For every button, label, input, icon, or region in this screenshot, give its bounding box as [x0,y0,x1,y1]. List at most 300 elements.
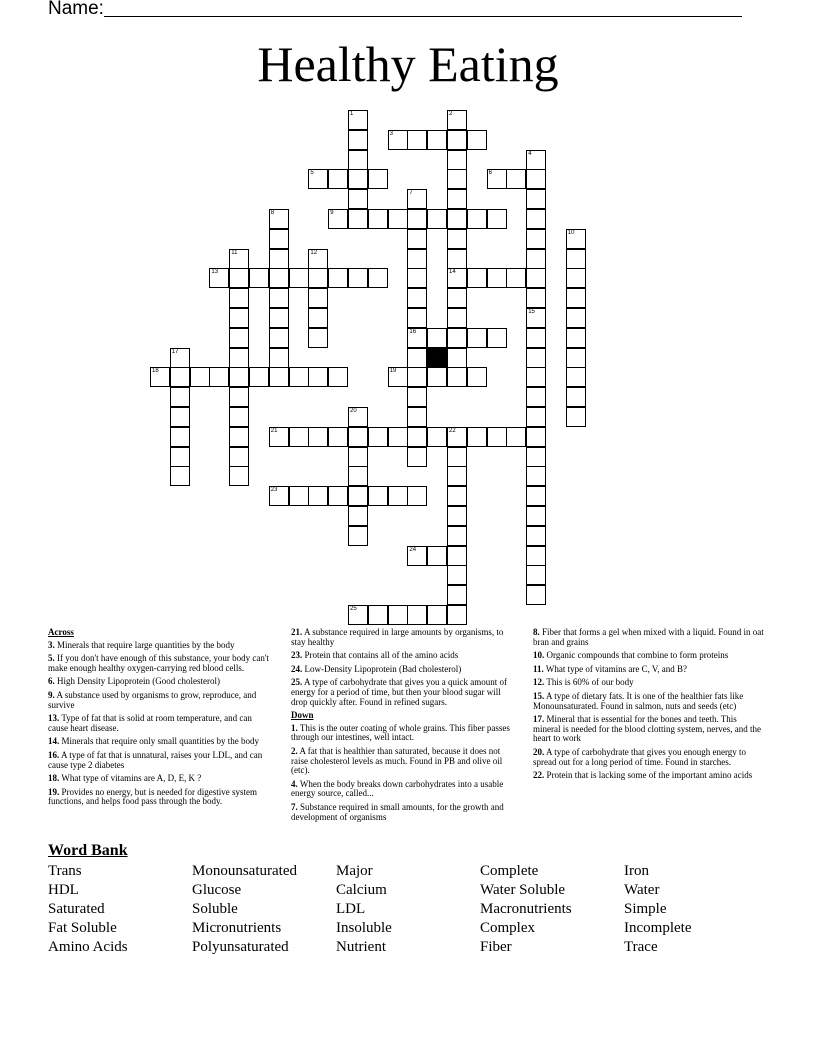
crossword-cell[interactable] [308,486,328,506]
crossword-cell[interactable] [229,387,249,407]
clue-number: 20. [533,746,545,757]
crossword-cell[interactable] [447,268,467,288]
crossword-cell[interactable] [506,268,526,288]
crossword-cell[interactable] [447,506,467,526]
clue-text: A type of fat that is unnatural, raises your LDL, and can cause type 2 diabetes [48,749,263,770]
crossword-cell[interactable] [427,427,447,447]
crossword-cell[interactable] [269,268,289,288]
clue-text: A type of dietary fats. It is one of the healthier fats like Monounsaturated. Found in salmon, nuts and seeds (etc) [533,690,744,711]
crossword-cell[interactable] [368,486,388,506]
crossword-cell[interactable] [289,486,309,506]
word-bank-item: Glucose [192,882,242,898]
clue-text: When the body breaks down carbohydrates into a usable energy source, called... [291,778,504,799]
clue-number: 6. [48,676,55,687]
clue-number: 14 [449,269,456,276]
crossword-cell[interactable] [348,605,368,625]
crossword-cell[interactable] [348,526,368,546]
crossword-cell[interactable] [526,466,546,486]
crossword-cell[interactable] [447,130,467,150]
clue-text: What type of vitamins are A, D, E, K ? [61,773,202,784]
crossword-cell[interactable] [526,328,546,348]
crossword-cell[interactable] [566,328,586,348]
clue [291,628,515,647]
clue-number: 13 [211,269,219,276]
crossword-cell[interactable] [269,328,289,348]
crossword-cell[interactable] [328,169,348,189]
crossword-cell[interactable] [249,367,269,387]
crossword-cell[interactable] [526,288,546,308]
clue-text: Protein that is lacking some of the important amino acids [546,770,753,781]
clue-text: This is the outer coating of whole grains. This fiber passes through our intestines, well intact. [291,722,510,743]
crossword-cell[interactable] [407,249,427,269]
crossword-cell[interactable] [269,348,289,368]
crossword-cell[interactable] [447,288,467,308]
clue-number: 24 [409,546,417,553]
clue-text: A type of carbohydrate that gives you a quick amount of energy for a period of time, but then your blood sugar will drop quickly after. Found in refined sugars. [291,677,507,707]
word-bank-item: Micronutrients [192,920,282,936]
crossword-cell[interactable] [407,130,427,150]
clue [291,780,515,799]
clue-text: A substance used by organisms to grow, reproduce, and survive [48,689,257,710]
crossword-cell[interactable] [467,427,487,447]
clue-number: 12. [533,677,545,688]
crossword-cell[interactable] [526,546,546,566]
crossword-cell[interactable] [487,209,507,229]
clue-text: Substance required in small amounts, for the growth and development of organisms [291,801,504,822]
crossword-cell[interactable] [229,466,249,486]
crossword-cell[interactable] [229,288,249,308]
clue-number: 9 [330,210,334,216]
crossword-cell[interactable] [348,466,368,486]
crossword-cell[interactable] [447,585,467,605]
crossword-cell[interactable] [269,209,289,229]
crossword-cell[interactable] [308,367,328,387]
clue-text: Organic compounds that combine to form proteins [546,650,729,661]
crossword-cell[interactable] [526,447,546,467]
clue [291,747,515,776]
crossword-cell[interactable] [566,407,586,427]
crossword-cell[interactable] [388,209,408,229]
crossword-cell[interactable] [407,387,427,407]
clue-number: 22 [449,427,456,434]
clue [533,771,765,781]
crossword-cell[interactable] [487,268,507,288]
clue-number: 5 [310,170,314,177]
clue-number: 21 [270,427,278,434]
crossword-cell[interactable] [447,605,467,625]
crossword-cell[interactable] [506,169,526,189]
crossword-cell[interactable] [348,506,368,526]
page-title: Healthy Eating [257,36,559,92]
clue-text: Fiber that forms a gel when mixed with a liquid. Found in oat bran and grains [533,627,764,647]
crossword-cell[interactable] [427,209,447,229]
crossword-cell[interactable] [348,407,368,427]
crossword-cell[interactable] [308,268,328,288]
clue-text: If you don't have enough of this substance, your body can't make enough healthy oxygen-carrying red blood cells. [48,653,269,673]
crossword-cell[interactable] [526,526,546,546]
word-bank-item: Fiber [480,939,512,955]
crossword-cell[interactable] [407,328,427,348]
clue-number: 4 [528,150,532,157]
crossword-cell[interactable] [269,427,289,447]
crossword-cell[interactable] [447,150,467,170]
name-label: Name: [48,0,104,19]
clue-text: A substance required in large amounts by organisms, to stay healthy [291,627,504,647]
crossword-cell[interactable] [407,407,427,427]
crossword-cell[interactable] [348,189,368,209]
crossword-cell[interactable] [229,348,249,368]
clue-number: 19. [48,786,60,797]
crossword-cell[interactable] [526,209,546,229]
word-bank-item: Complete [480,863,539,879]
clue-number: 13. [48,713,60,724]
crossword-cell[interactable] [229,367,249,387]
crossword-cell[interactable] [467,367,487,387]
crossword-cell[interactable] [407,605,427,625]
crossword-cell[interactable] [407,268,427,288]
clue-number: 4. [291,778,298,789]
clue-number: 21. [291,627,303,637]
clue [48,641,272,651]
crossword-cell[interactable] [447,189,467,209]
crossword-cell[interactable] [348,427,368,447]
crossword-cell[interactable] [269,288,289,308]
crossword-cell[interactable] [526,189,546,209]
crossword-cell[interactable] [407,288,427,308]
clue [48,751,272,770]
crossword-cell[interactable] [308,427,328,447]
crossword-cell[interactable] [170,427,190,447]
clue-number: 25. [291,677,303,688]
word-bank-item: Fat Soluble [48,920,117,936]
across-header: Across [48,627,74,637]
crossword-cell[interactable] [328,367,348,387]
down-header: Down [291,710,314,721]
crossword-cell[interactable] [526,506,546,526]
clue-number: 15 [528,309,535,315]
clue [291,678,515,707]
crossword-cell[interactable] [427,130,447,150]
crossword-cell[interactable] [388,486,408,506]
across-clue-list [48,641,272,807]
crossword-cell[interactable] [170,447,190,467]
clue-text: What type of vitamins are C, V, and B? [545,663,687,674]
crossword-cell[interactable] [526,229,546,249]
across-clue-list-continued [291,628,515,707]
crossword-cell[interactable] [407,546,427,566]
clues-column-3 [533,628,765,785]
clue-number: 12 [310,249,318,256]
word-bank-item: Saturated [48,901,105,917]
crossword-cell[interactable] [229,427,249,447]
crossword-cell[interactable] [447,367,467,387]
clue-number: 14. [48,736,60,747]
crossword-cell[interactable] [348,486,368,506]
crossword-cell[interactable] [328,209,348,229]
crossword-cell[interactable] [487,169,507,189]
crossword-cell[interactable] [447,466,467,486]
crossword-cell[interactable] [407,209,427,229]
crossword-cell[interactable] [368,427,388,447]
clue-text: Minerals that require only small quantities by the body [61,736,259,747]
word-bank [48,862,768,957]
clue-number: 8 [270,210,275,216]
clue-number: 19 [389,368,397,375]
crossword-cell[interactable] [170,407,190,427]
crossword-cell[interactable] [526,169,546,189]
clue [48,774,272,784]
crossword-cell[interactable] [566,348,586,368]
crossword-cell[interactable] [269,486,289,506]
crossword-cell[interactable] [427,605,447,625]
crossword-cell[interactable] [348,130,368,150]
crossword-cell[interactable] [368,268,388,288]
clue-number: 25 [350,606,357,612]
name-input-line[interactable] [104,16,742,17]
crossword-cell[interactable] [487,427,507,447]
crossword-cell[interactable] [566,249,586,269]
crossword-black-cell [427,348,447,368]
crossword-cell[interactable] [348,268,368,288]
clue-number: 1. [291,722,298,733]
crossword-cell[interactable] [526,367,546,387]
crossword-cell[interactable] [566,229,586,249]
crossword-cell[interactable] [467,209,487,229]
crossword-cell[interactable] [407,308,427,328]
crossword-cell[interactable] [229,407,249,427]
crossword-cell[interactable] [427,328,447,348]
down-clue-list [291,724,515,822]
crossword-cell[interactable] [348,209,368,229]
crossword-cell[interactable] [447,486,467,506]
crossword-cell[interactable] [566,308,586,328]
clue [48,654,272,673]
crossword-cell[interactable] [447,526,467,546]
crossword-cell[interactable] [289,367,309,387]
clue [533,692,765,711]
clue [48,691,272,710]
crossword-cell[interactable] [229,308,249,328]
crossword-cell[interactable] [447,229,467,249]
clue-number: 6 [488,170,492,177]
crossword-cell[interactable] [190,367,210,387]
crossword-cell[interactable] [526,348,546,368]
crossword-cell[interactable] [170,466,190,486]
crossword-cell[interactable] [209,367,229,387]
crossword-cell[interactable] [407,427,427,447]
crossword-cell[interactable] [447,348,467,368]
crossword-cell[interactable] [506,427,526,447]
crossword-cell[interactable] [170,348,190,368]
crossword-cell[interactable] [526,268,546,288]
crossword-cell[interactable] [407,486,427,506]
crossword-cell[interactable] [348,150,368,170]
clue-number: 20 [350,408,357,414]
crossword-cell[interactable] [526,427,546,447]
crossword-cell[interactable] [566,387,586,407]
crossword-cell[interactable] [526,585,546,605]
clue [291,651,515,661]
crossword-cell[interactable] [348,447,368,467]
word-bank-item: Simple [624,901,667,917]
crossword-cell[interactable] [447,565,467,585]
word-bank-item: Major [336,863,373,879]
crossword-cell[interactable] [308,169,328,189]
clue-text: This is 60% of our body [546,677,634,688]
clue-text: High Density Lipoprotein (Good cholesterol) [57,676,220,687]
clue-text: Minerals that require large quantities by the body [57,639,235,650]
crossword-cell[interactable] [328,427,348,447]
crossword-cell[interactable] [447,328,467,348]
clue-number: 15. [533,690,545,701]
crossword-cell[interactable] [170,387,190,407]
crossword-cell[interactable] [170,367,190,387]
clue [291,665,515,675]
clue [291,724,515,743]
crossword-cell[interactable] [526,565,546,585]
clue-text: A fat that is healthier than saturated, because it does not raise cholesterol levels as much. Found in PB and olive oil (etc). [291,745,503,776]
clue-number: 22. [533,770,545,781]
crossword-cell[interactable] [447,249,467,269]
crossword-cell[interactable] [368,605,388,625]
crossword-cell[interactable] [447,209,467,229]
crossword-cell[interactable] [229,447,249,467]
crossword-cell[interactable] [526,150,546,170]
word-bank-item: Water [624,882,660,898]
crossword-cell[interactable] [526,308,546,328]
crossword-cell[interactable] [269,367,289,387]
clue [291,803,515,822]
crossword-cell[interactable] [526,407,546,427]
crossword-cell[interactable] [487,328,507,348]
crossword-cell[interactable] [229,328,249,348]
clue-number: 2 [449,111,453,117]
crossword-cell[interactable] [447,110,467,130]
crossword-cell[interactable] [308,288,328,308]
clue-number: 11 [231,249,238,256]
word-bank-item: Calcium [336,882,387,898]
crossword-cell[interactable] [447,308,467,328]
crossword-cell[interactable] [150,367,170,387]
crossword-cell[interactable] [328,268,348,288]
clue-number: 17. [533,714,545,725]
clue-number: 17 [171,348,179,355]
crossword-cell[interactable] [566,268,586,288]
crossword-cell[interactable] [447,169,467,189]
crossword-cell[interactable] [348,110,368,130]
crossword-cell[interactable] [368,169,388,189]
crossword-cell[interactable] [328,486,348,506]
clue-text: Type of fat that is solid at room temperature, and can cause heart disease. [48,713,252,733]
crossword-cell[interactable] [289,268,309,288]
crossword-cell[interactable] [526,387,546,407]
word-bank-item: Monounsaturated [192,863,297,879]
crossword-cell[interactable] [407,189,427,209]
crossword-cell[interactable] [447,427,467,447]
crossword-cell[interactable] [407,447,427,467]
word-bank-item: Nutrient [336,939,386,955]
crossword-cell[interactable] [308,249,328,269]
clue [533,651,765,661]
clue-number: 11. [533,663,544,674]
crossword-cell[interactable] [467,130,487,150]
clue-number: 23 [270,487,278,494]
word-bank-item: Insoluble [336,920,392,936]
crossword-cell[interactable] [269,229,289,249]
crossword-cell[interactable] [447,546,467,566]
crossword-cell[interactable] [407,348,427,368]
crossword-cell[interactable] [467,268,487,288]
word-bank-item: Complex [480,920,535,936]
clue-number: 7. [291,801,298,812]
clue [48,788,272,807]
clue [48,714,272,733]
clue-number: 3 [389,130,393,137]
crossword-cell[interactable] [289,427,309,447]
word-bank-item: Macronutrients [480,901,572,917]
clue [533,678,765,688]
crossword-cell[interactable] [388,130,408,150]
crossword-cell[interactable] [526,486,546,506]
clue-number: 2. [291,745,298,756]
crossword-cell[interactable] [348,169,368,189]
down-clue-list-continued [533,628,765,781]
word-bank-item: Water Soluble [480,882,566,898]
clues-column-2 [291,628,515,826]
crossword-cell[interactable] [368,209,388,229]
clue-number: 16. [48,749,60,760]
clue-number: 16 [409,328,417,335]
clue [48,677,272,687]
crossword-cell[interactable] [308,328,328,348]
clue-number: 5. [48,653,55,664]
clue-text: Mineral that is essential for the bones and teeth. This mineral is needed for the blood clotting system, nerves, and the heart to work [533,714,761,744]
crossword-cell[interactable] [407,367,427,387]
clue-number: 10 [567,229,575,236]
clue-text: Provides no energy, but is needed for digestive system functions, and helps food pass through the body. [48,786,257,807]
crossword-cell[interactable] [388,367,408,387]
word-bank-item: Trace [624,939,658,955]
clue-number: 24. [291,663,303,674]
clue [533,715,765,744]
crossword-cell[interactable] [269,249,289,269]
crossword-cell[interactable] [388,427,408,447]
crossword-cell[interactable] [209,268,229,288]
crossword-cell[interactable] [566,288,586,308]
crossword-cell[interactable] [427,367,447,387]
clue-number: 3. [48,639,55,650]
crossword-cell[interactable] [407,229,427,249]
clue-text: Protein that contains all of the amino acids [304,650,459,661]
crossword-cell[interactable] [427,546,447,566]
clue-number: 1 [350,111,354,117]
crossword-cell[interactable] [566,367,586,387]
crossword-cell[interactable] [447,447,467,467]
crossword-cell[interactable] [308,308,328,328]
clue-number: 23. [291,650,303,661]
clue [533,628,765,647]
crossword-cell[interactable] [467,328,487,348]
crossword-cell[interactable] [388,605,408,625]
crossword-cell[interactable] [229,268,249,288]
word-bank-item: LDL [336,901,366,917]
crossword-cell[interactable] [526,249,546,269]
word-bank-title: Word Bank [48,842,128,859]
crossword-cell[interactable] [249,268,269,288]
word-bank-item: Amino Acids [48,939,128,955]
crossword-cell[interactable] [269,308,289,328]
crossword-cell[interactable] [229,249,249,269]
